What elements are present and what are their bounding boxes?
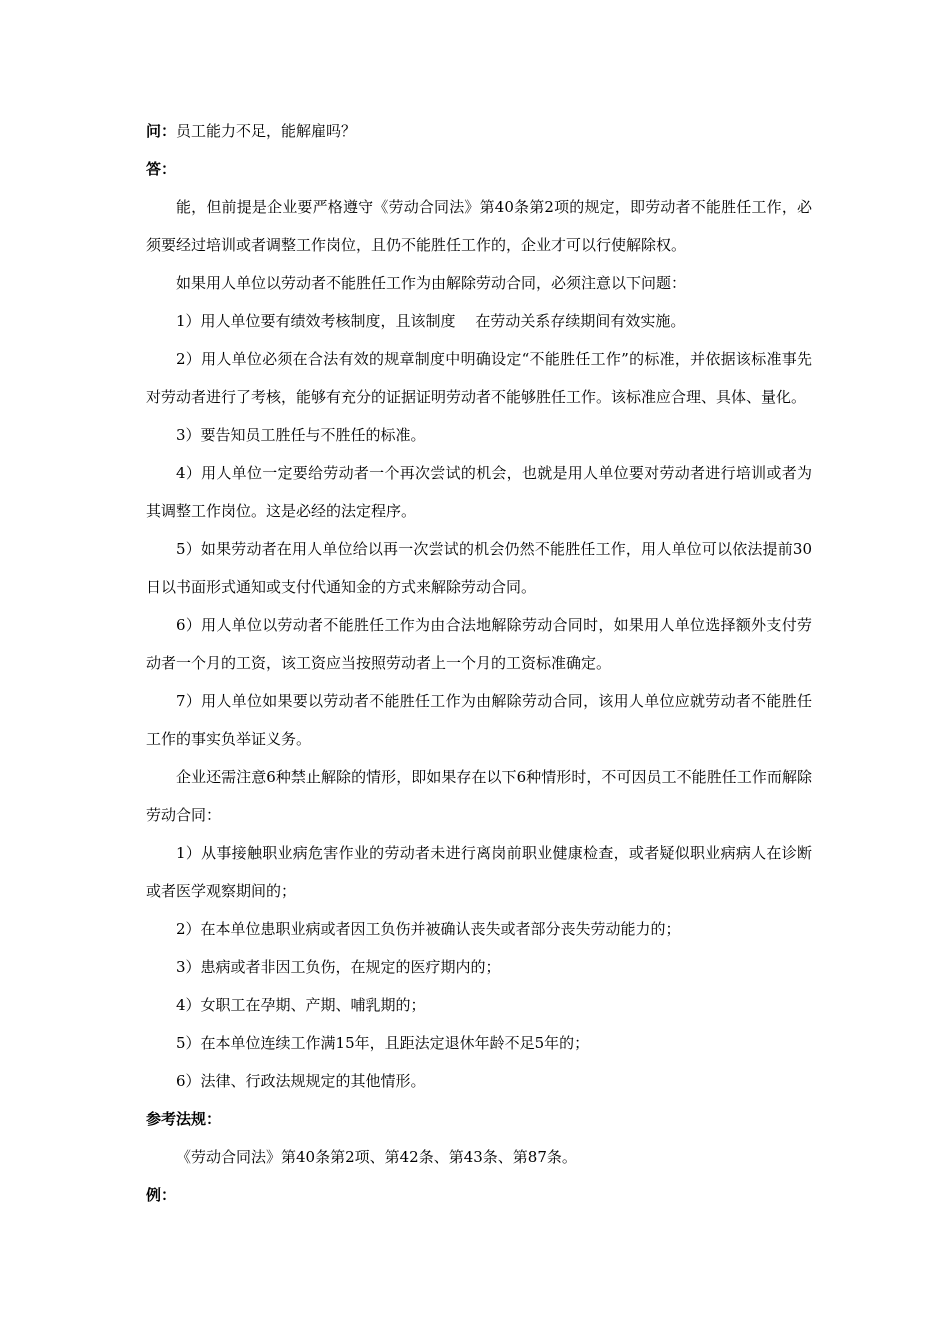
condition-item: 1）用人单位要有绩效考核制度，且该制度 在劳动关系存续期间有效实施。 (176, 312, 686, 330)
answer-paragraph: 如果用人单位以劳动者不能胜任工作为由解除劳动合同，必须注意以下问题： (176, 274, 687, 292)
condition-item: 7）用人单位如果要以劳动者不能胜任工作为由解除劳动合同，该用人单位应就劳动者不能胜任工作的事实负举证义务。 (146, 692, 812, 748)
condition-item: 3）要告知员工胜任与不胜任的标准。 (176, 426, 426, 444)
document-body (146, 112, 812, 1214)
prohibited-item: 6）法律、行政法规规定的其他情形。 (176, 1072, 426, 1090)
references-label: 参考法规： (146, 1110, 222, 1128)
example-label: 例： (146, 1186, 177, 1204)
question-text: 员工能力不足，能解雇吗？ (176, 122, 357, 140)
prohibited-intro: 企业还需注意6种禁止解除的情形，即如果存在以下6种情形时，不可因员工不能胜任工作而解除劳动合同： (146, 768, 812, 824)
answer-paragraph: 能，但前提是企业要严格遵守《劳动合同法》第40条第2项的规定，即劳动者不能胜任工作，必须要经过培训或者调整工作岗位，且仍不能胜任工作的，企业才可以行使解除权。 (146, 198, 812, 254)
question-label: 问： (146, 122, 177, 140)
condition-item: 5）如果劳动者在用人单位给以再一次尝试的机会仍然不能胜任工作，用人单位可以依法提前30日以书面形式通知或支付代通知金的方式来解除劳动合同。 (146, 540, 812, 596)
answer-label: 答： (146, 160, 177, 178)
condition-item: 6）用人单位以劳动者不能胜任工作为由合法地解除劳动合同时，如果用人单位选择额外支付劳动者一个月的工资，该工资应当按照劳动者上一个月的工资标准确定。 (146, 616, 812, 672)
references-text: 《劳动合同法》第40条第2项、第42条、第43条、第87条。 (176, 1148, 577, 1166)
prohibited-item: 3）患病或者非因工负伤，在规定的医疗期内的； (176, 958, 501, 976)
condition-item: 4）用人单位一定要给劳动者一个再次尝试的机会，也就是用人单位要对劳动者进行培训或者为其调整工作岗位。这是必经的法定程序。 (146, 464, 812, 520)
prohibited-item: 4）女职工在孕期、产期、哺乳期的； (176, 996, 426, 1014)
condition-item: 2）用人单位必须在合法有效的规章制度中明确设定“不能胜任工作”的标准，并依据该标准事先对劳动者进行了考核，能够有充分的证据证明劳动者不能够胜任工作。该标准应合理、具体、量化。 (146, 350, 812, 406)
prohibited-item: 5）在本单位连续工作满15年，且距法定退休年龄不足5年的； (176, 1034, 590, 1052)
question-line (146, 112, 812, 150)
prohibited-item: 1）从事接触职业病危害作业的劳动者未进行离岗前职业健康检查，或者疑似职业病病人在诊断或者医学观察期间的； (146, 844, 812, 900)
prohibited-item: 2）在本单位患职业病或者因工负伤并被确认丧失或者部分丧失劳动能力的； (176, 920, 681, 938)
